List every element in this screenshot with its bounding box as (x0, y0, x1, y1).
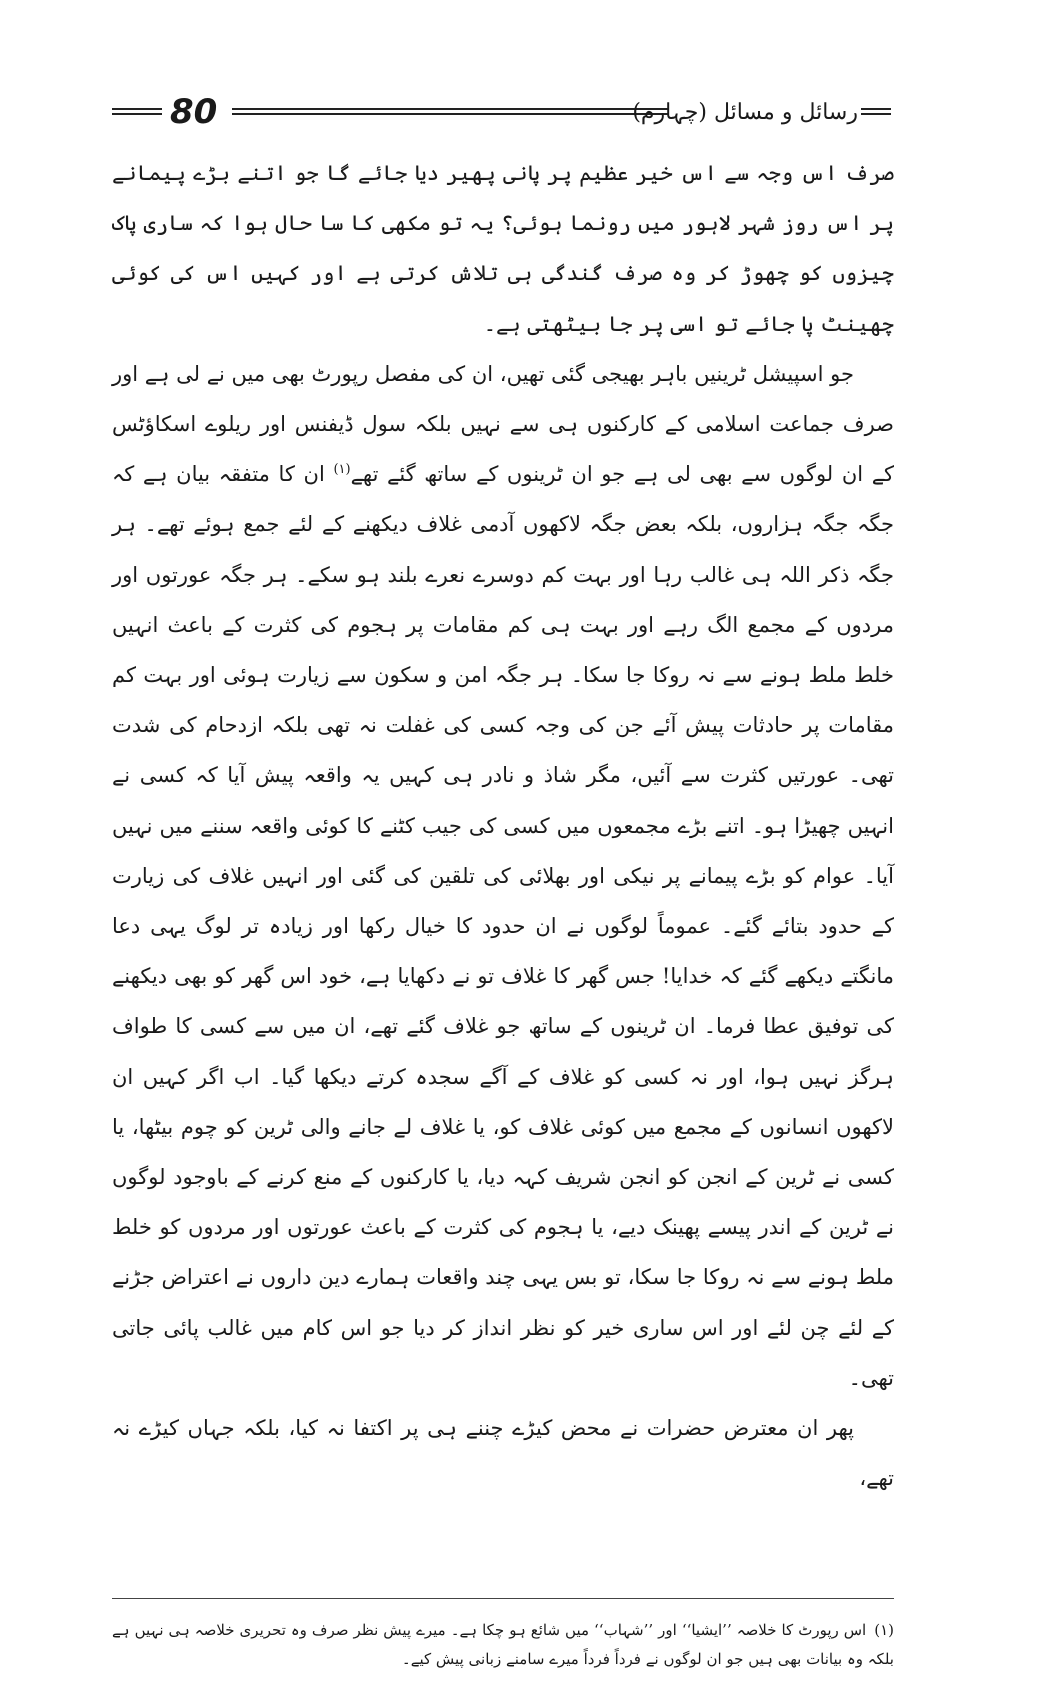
page-number: 80 (170, 92, 218, 132)
footnote-marker: (۱) (874, 1621, 894, 1639)
paragraph-2 (112, 349, 894, 1403)
header-rule-middle (232, 108, 668, 115)
footnote (112, 1616, 894, 1674)
footnote-text: اس رپورٹ کا خلاصہ ’’ایشیا‘‘ اور ’’شہاب‘‘ میں شائع ہو چکا ہے۔ میرے پیش نظر صرف وہ تحریری خلاصہ ہی نہیں ہے بلکہ وہ بیانات بھی ہیں جو ان لوگوں نے فرداً فرداً میرے سامنے زبانی پیش کیے۔ (112, 1621, 894, 1668)
paragraph-2-part-1: جو اسپیشل ٹرینیں باہر بھیجی گئی تھیں، ان کی مفصل رپورٹ بھی میں نے لی ہے اور صرف جماعت اسلامی کے کارکنوں ہی سے نہیں بلکہ سول ڈیفنس اور ریلوے اسکاؤٹس کے ان لوگوں سے بھی لی ہے جو ان ٹرینوں کے ساتھ گئے تھے (112, 361, 894, 487)
running-title: رسائل و مسائل (چہارم) (632, 100, 858, 125)
page-header (112, 92, 894, 132)
footnote-reference[interactable]: (۱) (333, 462, 351, 478)
header-rule-left (112, 108, 162, 115)
main-text (112, 148, 894, 1503)
paragraph-2-part-2: ان کا متفقہ بیان ہے کہ جگہ جگہ ہزاروں، بلکہ بعض جگہ لاکھوں آدمی غلاف دیکھنے کے لئے جمع ہوئے تھے۔ ہر جگہ ذکر اللہ ہی غالب رہا اور بہت کم دوسرے نعرے بلند ہو سکے۔ ہر جگہ عورتوں اور مردوں کے مجمع الگ رہے اور بہت ہی کم مقامات پر ہجوم کی کثرت کے باعث انہیں خلط ملط ہونے سے نہ روکا جا سکا۔ ہر جگہ امن و سکون سے زیارت ہوئی اور بہت کم مقامات پر حادثات پیش آئے جن کی وجہ کسی کی غفلت نہ تھی بلکہ ازدحام کی شدت تھی۔ عورتیں کثرت سے آئیں، مگر شاذ و نادر ہی کہیں یہ واقعہ پیش آیا کہ کسی نے انہیں چھیڑا ہو۔ اتنے بڑے مجمعوں میں کسی کی جیب کٹنے کا کوئی واقعہ سننے میں نہیں آیا۔ عوام کو بڑے پیمانے پر نیکی اور بھلائی کی تلقین کی گئی اور انہیں غلاف کی زیارت کے حدود بتائے گئے۔ عموماً لوگوں نے ان حدود کا خیال رکھا اور زیادہ تر لوگ یہی دعا مانگتے دیکھے گئے کہ خدایا! جس گھر کا غلاف تو نے دکھایا ہے، خود اس گھر کو بھی دیکھنے کی توفیق عطا فرما۔ ان ٹرینوں کے ساتھ جو غلاف گئے تھے، ان میں سے کسی کا طواف ہرگز نہیں ہوا، اور نہ کسی کو غلاف کے آگے سجدہ کرتے دیکھا گیا۔ اب اگر کہیں ان لاکھوں انسانوں کے مجمع میں کوئی غلاف کو، یا غلاف لے جانے والی ٹرین کو چوم بیٹھا، یا کسی نے ٹرین کے انجن کو انجن شریف کہہ دیا، یا کارکنوں کے منع کرنے کے باوجود لوگوں نے ٹرین کے اندر پیسے پھینک دیے، یا ہجوم کی کثرت کے باعث عورتوں اور مردوں کو خلط ملط ہونے سے نہ روکا جا سکا، تو بس یہی چند واقعات ہمارے دین داروں نے اعتراض جڑنے کے لئے چن لئے اور اس ساری خیر کو نظر انداز کر دیا جو اس کام میں غالب پائی جاتی تھی۔ (112, 462, 894, 1390)
footnote-divider (112, 1598, 894, 1599)
paragraph-1: صرف اس وجہ سے اس خیر عظیم پر پانی پھیر دیا جائے گا جو اتنے بڑے پیمانے پر اس روز شہر لاہور میں رونما ہوئی؟ یہ تو مکھی کا سا حال ہوا کہ ساری پاک چیزوں کو چھوڑ کر وہ صرف گندگی ہی تلاش کرتی ہے اور کہیں اس کی کوئی چھینٹ پا جائے تو اسی پر جا بیٹھتی ہے۔ (112, 161, 894, 336)
header-rule-right (861, 108, 891, 115)
paragraph-3: پھر ان معترض حضرات نے محض کیڑے چننے ہی پر اکتفا نہ کیا، بلکہ جہاں کیڑے نہ تھے، (112, 1416, 894, 1491)
